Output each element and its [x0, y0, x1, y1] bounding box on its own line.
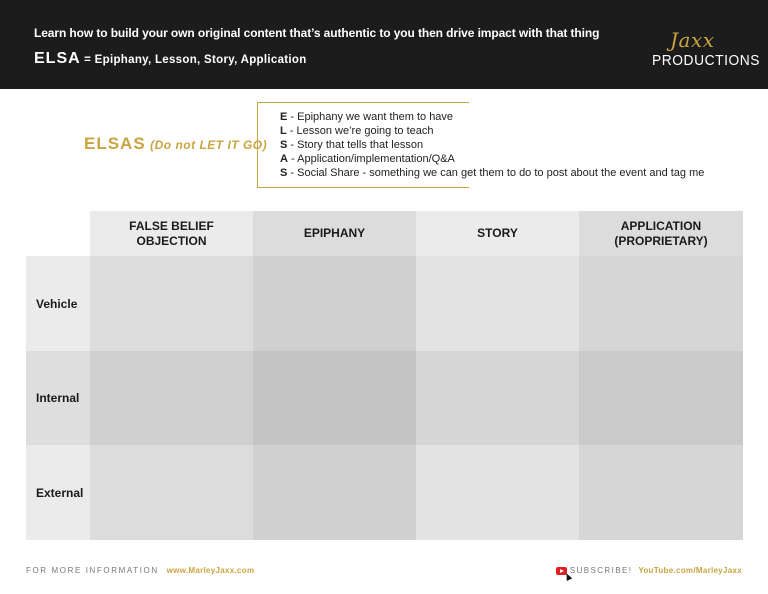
- elsa-worksheet-grid: [26, 211, 743, 540]
- elsas-text: - Lesson we’re going to teach: [286, 125, 434, 137]
- table-cell[interactable]: [579, 445, 743, 540]
- col-header-story: STORY: [416, 211, 579, 256]
- elsas-item: [280, 166, 704, 180]
- table-cell[interactable]: [253, 445, 416, 540]
- row-label-internal: Internal: [26, 351, 90, 445]
- jaxx-productions-logo: [650, 28, 761, 72]
- header-tagline: Learn how to build your own original content that’s authentic to you then drive impact with that thing: [34, 26, 600, 40]
- table-cell[interactable]: [90, 256, 253, 351]
- logo-word: PRODUCTIONS: [652, 52, 761, 69]
- elsas-text: - Story that tells that lesson: [287, 139, 424, 151]
- footer-info-label: FOR MORE INFORMATION: [26, 566, 159, 575]
- table-cell[interactable]: [90, 351, 253, 445]
- elsas-letter: A: [280, 153, 288, 165]
- elsas-subtitle: (Do not LET IT GO): [150, 138, 268, 152]
- elsas-title: [84, 134, 267, 154]
- elsas-letter: L: [280, 125, 287, 137]
- elsa-word: ELSA: [34, 50, 81, 67]
- footer-subscribe: [556, 566, 742, 575]
- subscribe-label: SUBSCRIBE!: [569, 566, 633, 575]
- table-cell[interactable]: [579, 256, 743, 351]
- table-cell[interactable]: [253, 256, 416, 351]
- row-label-vehicle: Vehicle: [26, 256, 90, 351]
- col-header-false-belief: FALSE BELIEF OBJECTION: [90, 211, 253, 256]
- elsa-definition: [34, 50, 307, 68]
- elsas-item: [280, 152, 704, 166]
- website-link[interactable]: www.MarleyJaxx.com: [166, 566, 255, 575]
- elsas-letter: S: [280, 167, 288, 179]
- elsas-item: [280, 138, 704, 152]
- table-cell[interactable]: [579, 351, 743, 445]
- elsas-text: - Application/implementation/Q&A: [287, 153, 455, 165]
- header-banner: [0, 0, 768, 89]
- logo-script: Jaxx: [670, 28, 715, 52]
- elsas-word: ELSAS: [84, 134, 146, 153]
- elsa-def-text: = Epiphany, Lesson, Story, Application: [80, 54, 307, 66]
- elsas-text: - Epiphany we want them to have: [287, 111, 454, 123]
- youtube-link[interactable]: YouTube.com/MarleyJaxx: [638, 566, 742, 575]
- table-cell[interactable]: [90, 445, 253, 540]
- elsas-item: [280, 110, 704, 124]
- table-cell[interactable]: [416, 445, 579, 540]
- elsas-letter: S: [280, 139, 288, 151]
- footer-info: [26, 566, 254, 575]
- col-header-application: APPLICATION (PROPRIETARY): [579, 211, 743, 256]
- elsas-item: [280, 124, 704, 138]
- table-cell[interactable]: [416, 351, 579, 445]
- elsas-definitions: [280, 110, 704, 180]
- table-cell[interactable]: [253, 351, 416, 445]
- table-cell[interactable]: [416, 256, 579, 351]
- col-header-epiphany: EPIPHANY: [253, 211, 416, 256]
- elsas-text: - Social Share - something we can get them to do to post about the event and tag me: [287, 167, 705, 179]
- elsas-letter: E: [280, 111, 288, 123]
- row-label-external: External: [26, 445, 90, 540]
